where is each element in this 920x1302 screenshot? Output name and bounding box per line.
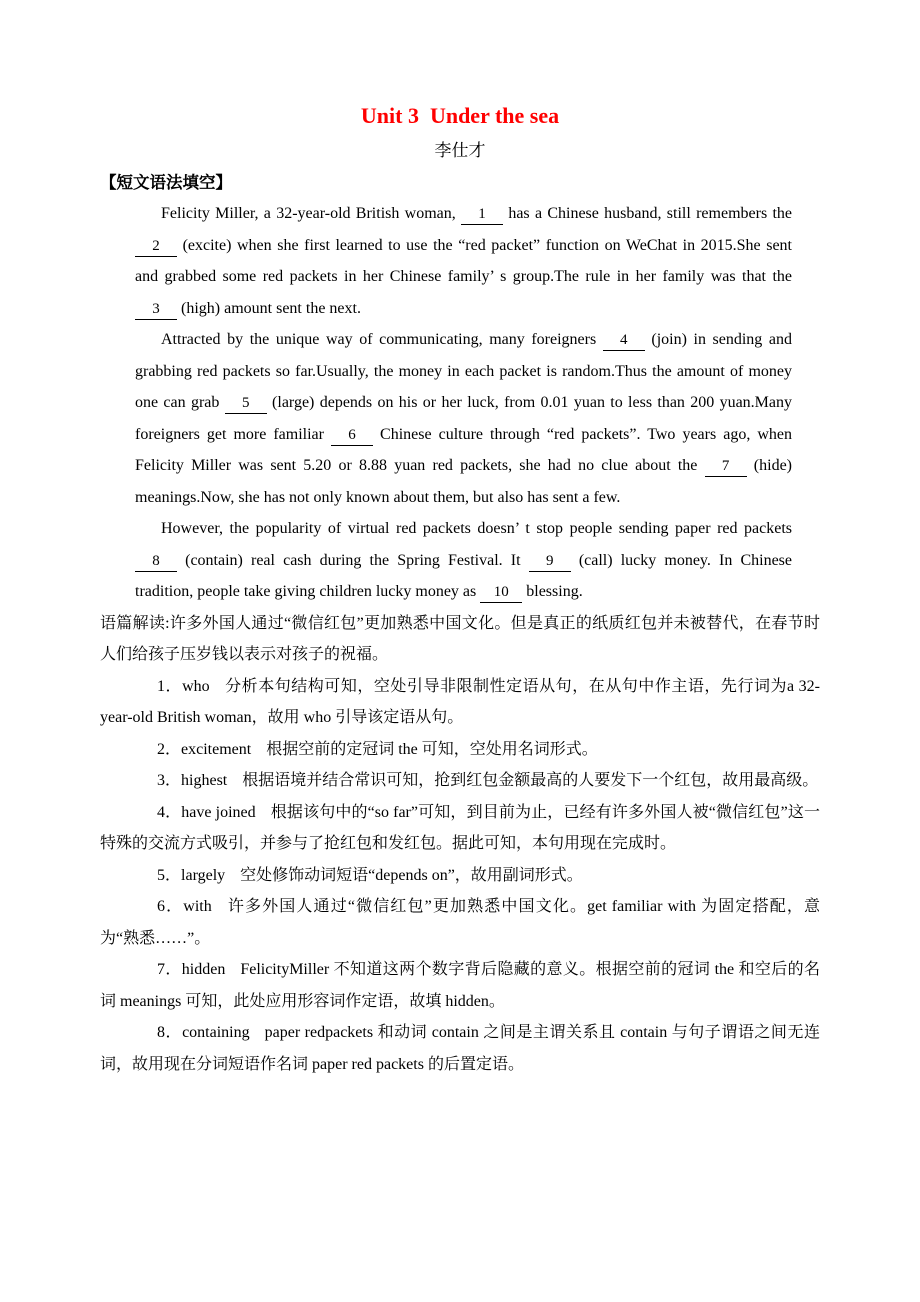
explanation-item-containing	[100, 1017, 820, 1080]
passage-text: (hide) meanings.Now, she has not only known about them, but also has sent a few.	[135, 457, 793, 506]
explanation-text: FelicityMiller 不知道这两个数字背后隐藏的意义。根据空前的冠词 the 和空后的名词 meanings 可知，此处应用形容词作定语，故填 hidden。	[100, 961, 820, 1010]
explanation-item-largely	[100, 860, 820, 892]
explanation-number: 1．	[157, 677, 183, 695]
explanation-text: paper redpackets 和动词 contain 之间是主谓关系且 contain 与句子谓语之间无连词，故用现在分词短语作名词 paper red packets 的后置定语。	[100, 1024, 820, 1073]
section-heading: 【短文语法填空】	[100, 173, 232, 192]
blank-7: 7	[705, 456, 747, 477]
explanation-item-who	[100, 671, 820, 734]
analysis-text: 许多外国人通过“微信红包”更加熟悉中国文化。但是真正的纸质红包并未被替代，在春节时人们给孩子压岁钱以表示对孩子的祝福。	[100, 614, 820, 663]
blank-3: 3	[135, 299, 177, 320]
explanation-item-with	[100, 891, 820, 954]
explanation-text: 根据该句中的“so far”可知，到目前为止，已经有许多外国人被“微信红包”这一特殊的交流方式吸引，并参与了抢红包和发红包。据此可知，本句用现在完成时。	[100, 803, 820, 852]
passage-paragraph-1	[135, 198, 792, 324]
blank-1: 1	[461, 204, 503, 225]
blank-5: 5	[225, 393, 267, 414]
blank-8: 8	[135, 551, 177, 572]
passage-analysis	[100, 608, 820, 671]
passage-text: (large) depends on his or her luck, from 0.01 yuan to less than 200 yuan.Many foreigners get more familiar	[135, 394, 793, 443]
explanation-number: 2．	[157, 740, 182, 758]
explanation-number: 7．	[157, 961, 182, 978]
explanation-answer: excitement	[181, 740, 252, 758]
explanation-item-highest	[100, 765, 820, 797]
passage-text: (join) in sending and grabbing red packets so far.Usually, the money in each packet is random.Thus the amount of money one can grab	[135, 331, 792, 411]
passage-paragraph-3	[135, 513, 792, 608]
passage-text: Felicity Miller, a 32-year-old British woman,	[161, 205, 462, 222]
blank-4: 4	[603, 330, 645, 351]
explanation-answer: who	[182, 677, 210, 695]
answer-explanations	[100, 671, 820, 1081]
blank-6: 6	[331, 425, 373, 446]
explanation-answer: hidden	[181, 961, 226, 978]
explanation-number: 8．	[157, 1024, 183, 1041]
explanation-item-hidden	[100, 954, 820, 1017]
passage-text: (contain) real cash during the Spring Festival. It	[177, 551, 529, 569]
analysis-label: 语篇解读:	[100, 614, 170, 632]
explanation-item-excitement	[100, 734, 820, 766]
explanation-number: 5．	[157, 866, 182, 884]
explanation-text: 分析本句结构可知，空处引导非限制性定语从句，在从句中作主语，先行词为a 32-year-old British woman，故用 who 引导该定语从句。	[100, 677, 820, 726]
explanation-answer: highest	[181, 772, 228, 789]
explanation-answer: with	[183, 898, 212, 915]
explanation-item-have-joined	[100, 797, 820, 860]
passage-text: (call) lucky money. In Chinese tradition, people take giving children lucky money as	[135, 551, 792, 600]
explanation-number: 6．	[157, 898, 184, 915]
explanation-text: 许多外国人通过“微信红包”更加熟悉中国文化。get familiar with 为固定搭配，意为“熟悉……”。	[100, 898, 820, 947]
passage-text: blessing.	[522, 583, 583, 600]
passage-text: has a Chinese husband, still remembers the	[503, 205, 793, 222]
explanation-text: 根据语境并结合常识可知，抢到红包金额最高的人要发下一个红包，故用最高级。	[242, 772, 819, 789]
document-title: Unit 3 Under the sea	[360, 103, 560, 128]
passage-text: Chinese culture through “red packets”. Two years ago, when Felicity Miller was sent 5.20 or 8.88 yuan red packets, she had no clue about the	[135, 425, 792, 474]
blank-10: 10	[480, 582, 522, 603]
explanation-answer: have joined	[181, 803, 256, 821]
blank-9: 9	[529, 551, 571, 572]
passage-text: Attracted by the unique way of communicating, many foreigners	[161, 331, 603, 348]
explanation-answer: containing	[182, 1024, 250, 1041]
passage-text: (excite) when she first learned to use the “red packet” function on WeChat in 2015.She sent and grabbed some red packets in her Chinese family’ s group.The rule in her family was that the	[135, 236, 792, 285]
author-name: 李仕才	[434, 141, 486, 160]
passage-text: (high) amount sent the next.	[177, 299, 361, 317]
explanation-number: 3．	[157, 772, 182, 789]
blank-2: 2	[135, 236, 177, 257]
cloze-passage	[100, 198, 820, 608]
passage-paragraph-2	[135, 324, 792, 513]
explanation-answer: largely	[181, 866, 226, 884]
explanation-number: 4．	[157, 803, 182, 821]
explanation-text: 空处修饰动词短语“depends on”，故用副词形式。	[240, 866, 583, 884]
explanation-text: 根据空前的定冠词 the 可知，空处用名词形式。	[266, 740, 598, 758]
passage-text: However, the popularity of virtual red packets doesn’ t stop people sending paper red packets	[161, 520, 792, 537]
